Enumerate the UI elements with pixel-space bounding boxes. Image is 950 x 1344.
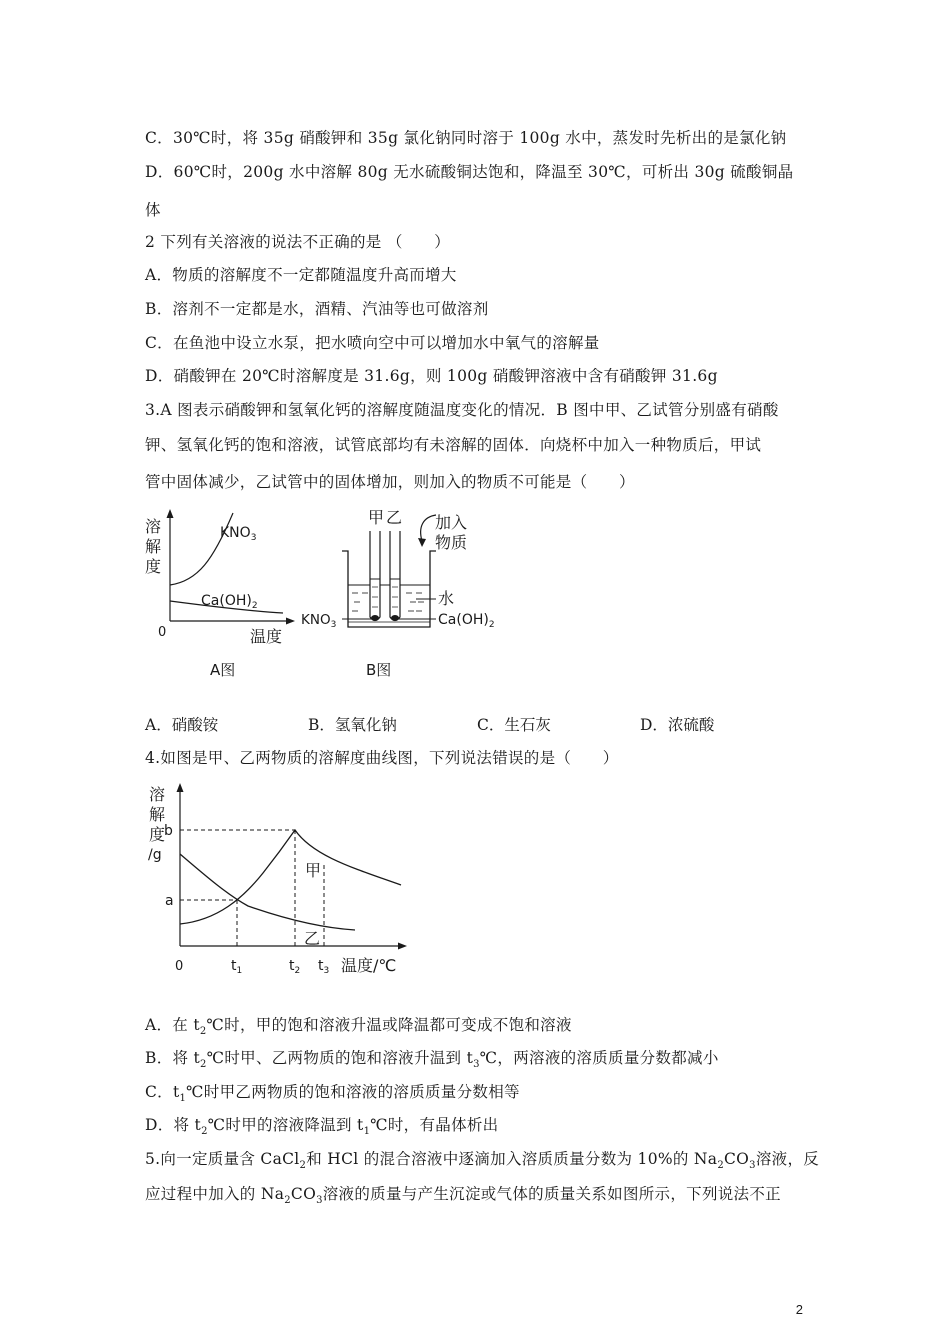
q2-option-d: D．硝酸钾在 20℃时溶解度是 31.6g，则 100g 硝酸钾溶液中含有硝酸钾 31.6g — [145, 367, 718, 385]
fig-4-yi-label: 乙 — [304, 929, 321, 948]
question-5-stem-2: 应过程中加入的 $Na_2CO_3$溶液的质量与产生沉淀或气体的质量关系如图所示，下列说法不正 — [145, 1185, 781, 1207]
fig-b-add-1: 加入 — [435, 513, 468, 532]
q1-option-d-cont: 体 — [145, 201, 161, 219]
question-3-stem-3: 管中固体减少，乙试管中的固体增加，则加入的物质不可能是（ ） — [145, 473, 635, 491]
fig-4-t3-label: $t_3$ — [318, 958, 330, 976]
fig-a-kno3-label: $KNO_3$ — [220, 525, 257, 543]
fig-b-add-2: 物质 — [435, 533, 468, 552]
fig-b-tube-jia: 甲 — [368, 508, 385, 527]
fig-4-a-label: a — [165, 893, 174, 909]
page-number: 2 — [795, 1302, 803, 1317]
q4-option-a: A．在 $t_2℃$时，甲的饱和溶液升温或降温都可变成不饱和溶液 — [145, 1016, 572, 1038]
fig-4-b-label: b — [164, 823, 173, 839]
fig-4-ylabel-4: /g — [148, 847, 162, 863]
fig-a-caption: A图 — [210, 661, 236, 679]
fig-4-xlabel: 温度/℃ — [341, 956, 397, 975]
fig-a-origin: 0 — [158, 625, 167, 640]
fig-b-caption: B图 — [366, 661, 392, 679]
q1-option-c: C．30℃时，将 35g 硝酸钾和 35g 氯化钠同时溶于 100g 水中，蒸发时先析出的是氯化钠 — [145, 129, 787, 147]
fig-b-kno3-label: $KNO_3$ — [301, 612, 337, 630]
q4-option-b: B．将 $t_2℃$时甲、乙两物质的饱和溶液升温到 $t_3℃$，两溶液的溶质质量分数都减小 — [145, 1049, 719, 1071]
q3-option-a: A．硝酸铵 — [145, 716, 219, 734]
q2-option-c: C．在鱼池中设立水泵，把水喷向空中可以增加水中氧气的溶解量 — [145, 334, 600, 352]
fig-4-ylabel-3: 度 — [149, 825, 166, 844]
fig-a-ylabel-1: 溶 — [145, 517, 162, 536]
question-2-stem: 2 下列有关溶液的说法不正确的是 （ ） — [145, 233, 451, 251]
q3-option-b: B．氢氧化钠 — [308, 716, 397, 734]
q4-option-c: C．$t_1℃$时甲乙两物质的饱和溶液的溶质质量分数相等 — [145, 1083, 520, 1105]
fig-4-origin: 0 — [175, 959, 184, 974]
fig-a-xlabel: 温度 — [250, 627, 283, 646]
figure-b-beaker-setup — [298, 505, 528, 680]
fig-b-caoh-label: $Ca(OH)_2$ — [438, 612, 495, 630]
question-4-stem: 4.如图是甲、乙两物质的溶解度曲线图，下列说法错误的是（ ） — [145, 749, 619, 767]
question-5-stem-1: 5.向一定质量含 CaCl$_2$和 HCl 的混合溶液中逐滴加入溶质质量分数为 10%的 $Na_2CO_3$溶液，反 — [145, 1150, 820, 1172]
fig-4-t1-label: $t_1$ — [231, 958, 243, 976]
fig-a-ylabel-2: 解 — [145, 537, 162, 556]
question-3-stem-1: 3.A 图表示硝酸钾和氢氧化钙的溶解度随温度变化的情况．B 图中甲、乙试管分别盛有硝酸 — [145, 401, 779, 419]
fig-4-ylabel-1: 溶 — [149, 785, 166, 804]
q3-option-d: D．浓硫酸 — [640, 716, 715, 734]
fig-a-caoh-label: $Ca(OH)_2$ — [201, 593, 258, 611]
fig-b-water-label: 水 — [438, 589, 455, 608]
q1-option-d: D．60℃时，200g 水中溶解 80g 无水硫酸铜达饱和，降温至 30℃，可析出 30g 硫酸铜晶 — [145, 163, 794, 181]
q4-option-d: D．将 $t_2℃$时甲的溶液降温到 $t_1℃$时，有晶体析出 — [145, 1116, 499, 1138]
figure-a-solubility-graph — [138, 505, 308, 680]
figure-4-solubility-curves — [138, 778, 418, 983]
fig-4-ylabel-2: 解 — [149, 805, 166, 824]
fig-4-jia-label: 甲 — [305, 861, 322, 880]
q2-option-b: B．溶剂不一定都是水，酒精、汽油等也可做溶剂 — [145, 300, 489, 318]
question-3-stem-2: 钾、氢氧化钙的饱和溶液，试管底部均有未溶解的固体．向烧杯中加入一种物质后，甲试 — [145, 436, 762, 454]
fig-b-tube-yi: 乙 — [386, 508, 403, 527]
q3-option-c: C．生石灰 — [477, 716, 551, 734]
fig-4-t2-label: $t_2$ — [289, 958, 301, 976]
q2-option-a: A．物质的溶解度不一定都随温度升高而增大 — [145, 266, 457, 284]
fig-a-ylabel-3: 度 — [145, 557, 162, 576]
